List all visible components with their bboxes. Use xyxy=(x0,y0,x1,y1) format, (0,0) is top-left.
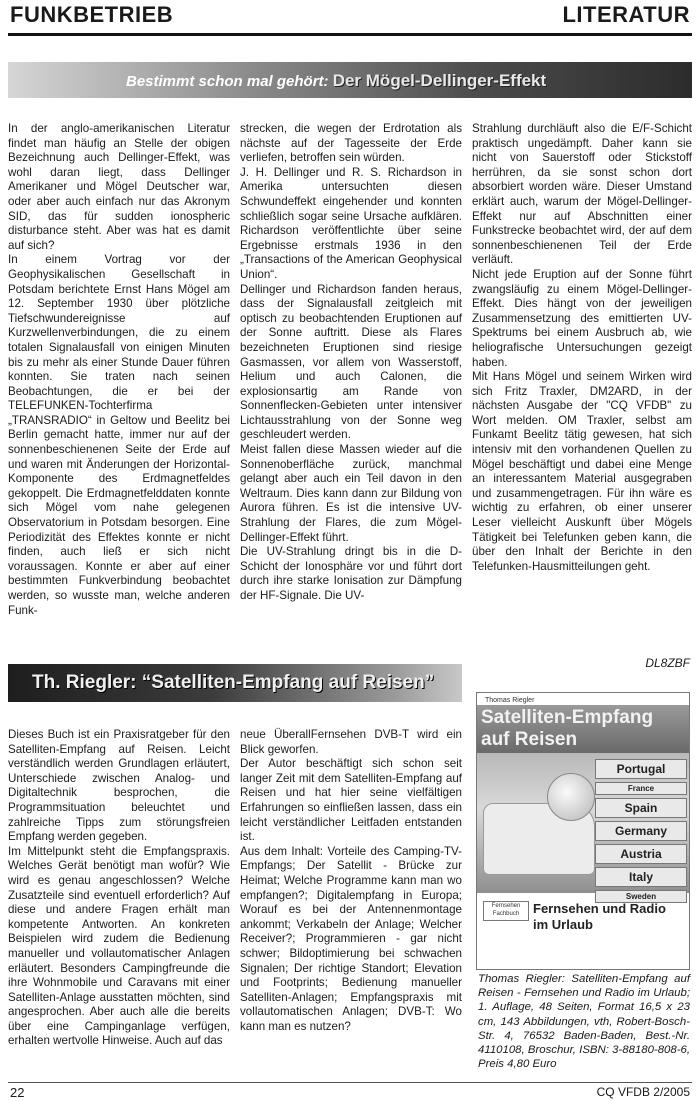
book-cover-image xyxy=(476,692,690,970)
section-title-left: FUNKBETRIEB xyxy=(10,2,174,27)
country-signpost xyxy=(595,759,687,906)
header-rule xyxy=(8,33,692,36)
review-column-1: Dieses Buch ist ein Praxisratgeber für den Satelliten-Empfang auf Reisen. Leicht verständlich werden Grundlagen erläutert, Unterschiede zwischen Analog- und Digitaltechnik besprochen, die Programmsituation beleuchtet und zahlreiche Tipps zum störungsfreien Empfang werden gegeben. Im Mittelpunkt steht die Empfangspraxis. Welches Gerät benötigt man wofür? Wie wird es genau angeschlossen? Welche Zusatzteile sind eventuell erforderlich? Auf diese und andere Fragen erhält man kompetente Antworten. An konkreten Beispielen wird zudem die Bedienung manueller und vollautomatischer Anlagen erläutert. Besonders Campingfreunde die ihre Wohnmobile und Caravans mit einer Satelliten-Anlage ausstatten möchten, sind angesprochen. Aber auch alle die bereits über eine Campinganlage verfügen, erhalten wertvolle Hinweise. Auch auf das xyxy=(8,728,230,1048)
cover-photo xyxy=(477,753,689,901)
review-column-2: neue ÜberallFernsehen DVB-T wird ein Blick geworfen. Der Autor beschäftigt sich schon seit langer Zeit mit dem Satelliten-Empfang auf Reisen und hat hier seine vielfältigen Erfahrungen so einfließen lassen, dass ein leicht verständlicher Leitfaden entstanden ist. Aus dem Inhalt: Vorteile des Camping-TV-Empfangs; Der Satellit - Brücke zur Heimat; Welche Programme kann man wo empfangen?; Digitalempfang in Europa; Worauf es bei der Antennenmontage ankommt; Verkabeln der Anlage; Welcher Receiver?; Programmieren - gar nicht schwer; Bildoptimierung bei schwachen Signalen; Der richtige Standort; Elevation und Footprints; Bedienung manueller Satelliten-Anlagen; Empfangspraxis mit vollautomatischen Anlagen; DVB-T: Wo kann man es nutzen? xyxy=(240,728,462,1033)
book-title: Satelliten-Empfang auf Reisen xyxy=(481,707,654,750)
book-caption: Thomas Riegler: Satelliten-Empfang auf Reisen - Fernsehen und Radio im Urlaub; 1. Auflage, 48 Seiten, Format 16,5 x 23 cm, 143 Abbildungen, vth, Robert-Bosch-Str. 4, 76532 Baden-Baden, Best.-Nr. 4110108, Broschur, ISBN: 3-88180-808-6, Preis 4,80 Euro xyxy=(478,973,690,1071)
sign-germany: Germany xyxy=(595,821,687,841)
article-banner xyxy=(8,62,692,98)
sign-italy: Italy xyxy=(595,867,687,887)
section-title-right: LITERATUR xyxy=(562,2,690,27)
sign-spain: Spain xyxy=(595,798,687,818)
author-signature: DL8ZBF xyxy=(645,656,690,670)
article-column-1: In der anglo-amerikanischen Literatur findet man häufig an Stelle der obigen Bezeichnung auch Dellinger-Effekt, was wohl daran liegt, dass Dellinger Amerikaner und Mögel Deutscher war, oder aber auch einfach nur das Akronym SID, das für sudden ionospheric disturbance steht. Aber was hat es damit auf sich? In einem Vortrag vor der Geophysikalischen Gesellschaft in Potsdam berichtete Ernst Hans Mögel am 12. September 1930 über plötzliche Tiefschwundereignisse auf Kurzwellenverbindungen, die zu einem totalen Signalausfall von einigen Minuten bis zu mehr als einer Stunde Dauer führen konnten. Sie traten nach seinen Beobachtungen, die er bei der TELEFUNKEN-Tochterfirma „TRANSRADIO“ in Geltow und Beelitz bei Berlin gemacht hatte, immer nur auf der sonnenbeschienenen Seite der Erde auf und waren mit Änderungen der Horizontal-Komponente des Erdmagnetfeldes gekoppelt. Die Erdmagnetfelddaten konnte sich Mögel vom nahe gelegenen Observatorium in Potsdam besorgen. Eine Periodizität des Effektes konnte er nicht finden, auch ließ er sich nicht voraussagen. Konnte er aber auf einer bestimmten Funkverbindung beobachtet werden, so wusste man, welche anderen Funk- xyxy=(8,122,230,617)
article-column-3: Strahlung durchläuft also die E/F-Schicht praktisch ungedämpft. Daher kann sie nicht von Sauerstoff oder Stickstoff herrühren, da sie sonst schon dort absorbiert worden wäre. Dieser Umstand erklärt auch, warum der Mögel-Dellinger-Effekt nur auf Abschnitten einer Funkstrecke beobachtet wird, der auf dem sonnenbeschienenen Teil der Erde verläuft. Nicht jede Eruption auf der Sonne führt zwangsläufig zu einem Mögel-Dellinger-Effekt. Dies hängt von der jeweiligen Zusammensetzung des emittierten UV-Spektrums bei einem Ausbruch ab, wie heliografische Untersuchungen gezeigt haben. Mit Hans Mögel und seinem Wirken wird sich Fritz Traxler, DM2ARD, in der nächsten Ausgabe der "CQ VFDB" zu Wort melden. OM Traxler, selbst am Funkamt Beelitz tätig gewesen, hat sich intensiv mit den vorhandenen Quellen zu Mögel beschäftigt und dabei eine Menge an interessantem Material ausgegraben und zusammengetragen. Für ihn wäre es wichtig zu erfahren, ob einer unserer Leser vielleicht Auskunft über Mögels Tätigkeit bei Telefunken geben kann, die über den Inhalt der Berichte in den Telefunken-Hausmitteilungen geht. xyxy=(472,122,692,573)
publisher-logo: Fernsehen Fachbuch xyxy=(483,901,529,921)
page-number: 22 xyxy=(10,1085,25,1100)
satellite-dish-icon xyxy=(547,773,595,821)
footer-rule xyxy=(8,1082,692,1083)
sign-france: France xyxy=(595,782,687,795)
issue-label: CQ VFDB 2/2005 xyxy=(596,1085,690,1099)
book-subtitle: Fernsehen und Radio im Urlaub xyxy=(533,901,666,932)
review-banner xyxy=(8,664,462,702)
sign-austria: Austria xyxy=(595,844,687,864)
sign-sweden: Sweden xyxy=(595,890,687,903)
banner-kicker: Bestimmt schon mal gehört: xyxy=(126,73,329,90)
sign-portugal: Portugal xyxy=(595,759,687,779)
article-column-2: strecken, die wegen der Erdrotation als nächste auf der Tagesseite der Erde verliefen, betroffen sein würden. J. H. Dellinger und R. S. Richardson in Amerika untersuchten diesen Schwundeffekt eingehender und konnten schließlich sogar seine Ursache aufklären. Richardson veröffentlichte über seine Ergebnisse erstmals 1936 in den „Transactions of the American Geophysical Union“. Dellinger und Richardson fanden heraus, dass der Signalausfall zeitgleich mit optisch zu beobachtenden Eruptionen auf der Sonne auftritt. Diese als Flares bezeichneten Eruptionen sind riesige Gasmassen, vor allem von Wasserstoff, Helium und auch Calonen, die explosionsartig am Rande von Sonnenflecken-Gebieten unter intensiver Lichtausstrahlung von der Sonne weg geschleudert werden. Meist fallen diese Massen wieder auf die Sonnenoberfläche zurück, manchmal gelangt aber auch ein Teil davon in den Weltraum. Dies kann dann zur Bildung von Aurora führen. Es ist die intensive UV-Strahlung der Flares, die zum Mögel-Dellinger-Effekt führt. Die UV-Strahlung dringt bis in die D-Schicht der Ionosphäre vor und führt dort durch ihre starke Ionisation zur Dämpfung der HF-Signale. Die UV- xyxy=(240,122,462,602)
review-title: Th. Riegler: “Satelliten-Empfang auf Reisen” xyxy=(32,672,435,693)
banner-text xyxy=(126,71,546,91)
book-author: Thomas Riegler xyxy=(485,697,535,704)
article-title: Der Mögel-Dellinger-Effekt xyxy=(332,71,547,90)
